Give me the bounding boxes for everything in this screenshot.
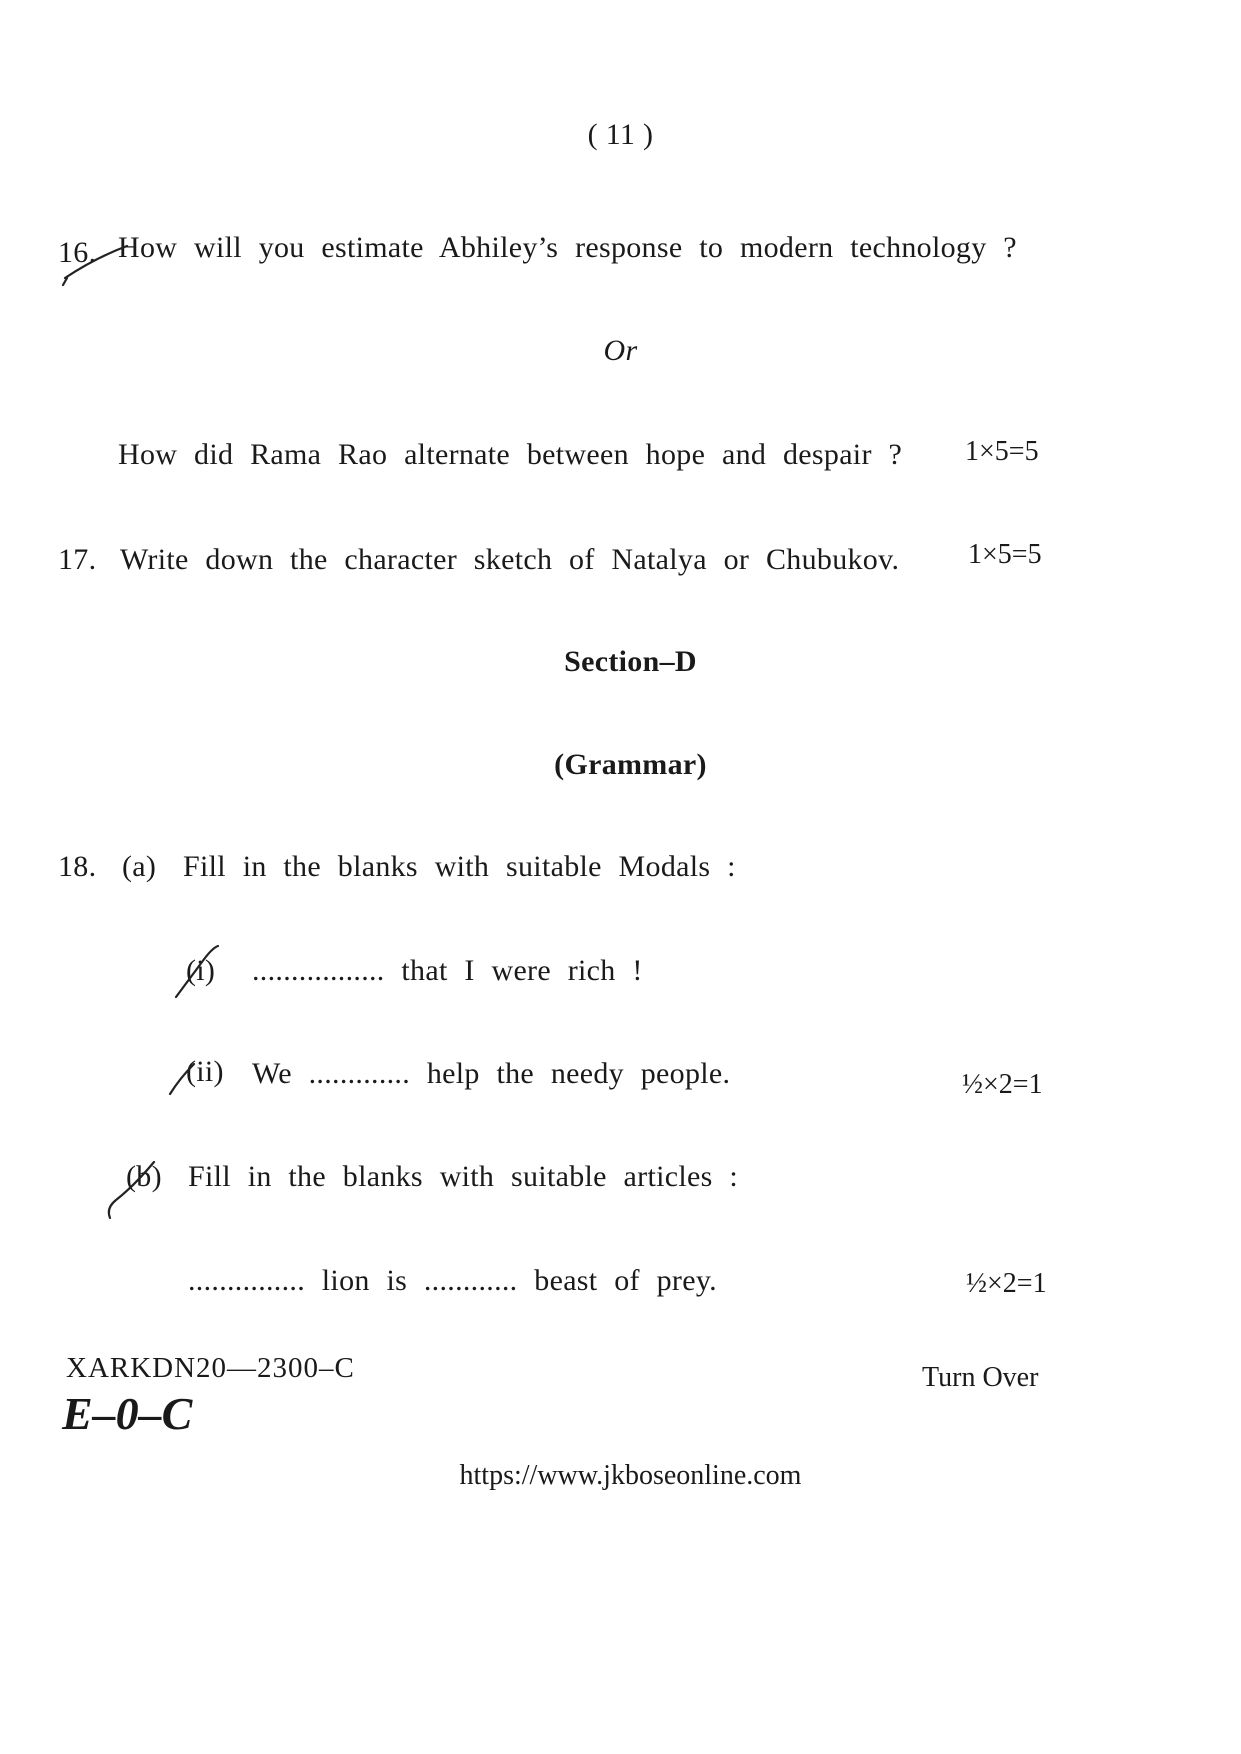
question-17-number: 17.	[58, 543, 97, 576]
question-18a-item-ii-label: (ii)	[186, 1055, 224, 1088]
turn-over: Turn Over	[922, 1362, 1039, 1393]
question-17-marks: 1×5=5	[968, 539, 1042, 570]
question-16-marks: 1×5=5	[965, 436, 1039, 467]
footer-url[interactable]: https://www.jkboseonline.com	[459, 1460, 802, 1491]
page-number: ( 11 )	[587, 118, 654, 151]
question-18a-item-i-text: ................. that I were rich !	[252, 954, 643, 987]
exam-code: XARKDN20—2300–C	[66, 1352, 355, 1384]
question-16-text: How will you estimate Abhiley’s response to modern technology ?	[118, 231, 1017, 264]
checkmark-18a-ii-icon	[166, 1056, 216, 1106]
section-title: Section–D	[564, 645, 697, 678]
checkmark-18b-icon	[104, 1158, 164, 1228]
question-18a-instruction: Fill in the blanks with suitable Modals :	[183, 850, 736, 883]
checkmark-16-icon	[55, 238, 135, 288]
section-subtitle: (Grammar)	[554, 748, 707, 781]
question-18b-instruction: Fill in the blanks with suitable articles :	[188, 1160, 738, 1193]
question-18b-marks: ½×2=1	[966, 1268, 1047, 1299]
question-17-text: Write down the character sketch of Natalya or Chubukov.	[120, 543, 900, 576]
question-18a-item-ii-text: We ............. help the needy people.	[252, 1057, 731, 1090]
series-code: E–0–C	[62, 1388, 193, 1439]
question-16-number: 16.	[58, 236, 97, 269]
question-18b-item: ............... lion is ............ beast of prey.	[188, 1264, 717, 1297]
question-16-or: Or	[603, 334, 638, 367]
question-18a-item-i-label: (i)	[186, 954, 216, 987]
question-18a-label: (a)	[122, 850, 157, 883]
checkmark-18a-i-icon	[172, 942, 232, 1002]
question-18a-marks: ½×2=1	[962, 1069, 1043, 1100]
question-16-alt-text: How did Rama Rao alternate between hope and despair ?	[118, 438, 903, 471]
question-18b-label: (b)	[126, 1160, 162, 1193]
question-18-number: 18.	[58, 850, 97, 883]
